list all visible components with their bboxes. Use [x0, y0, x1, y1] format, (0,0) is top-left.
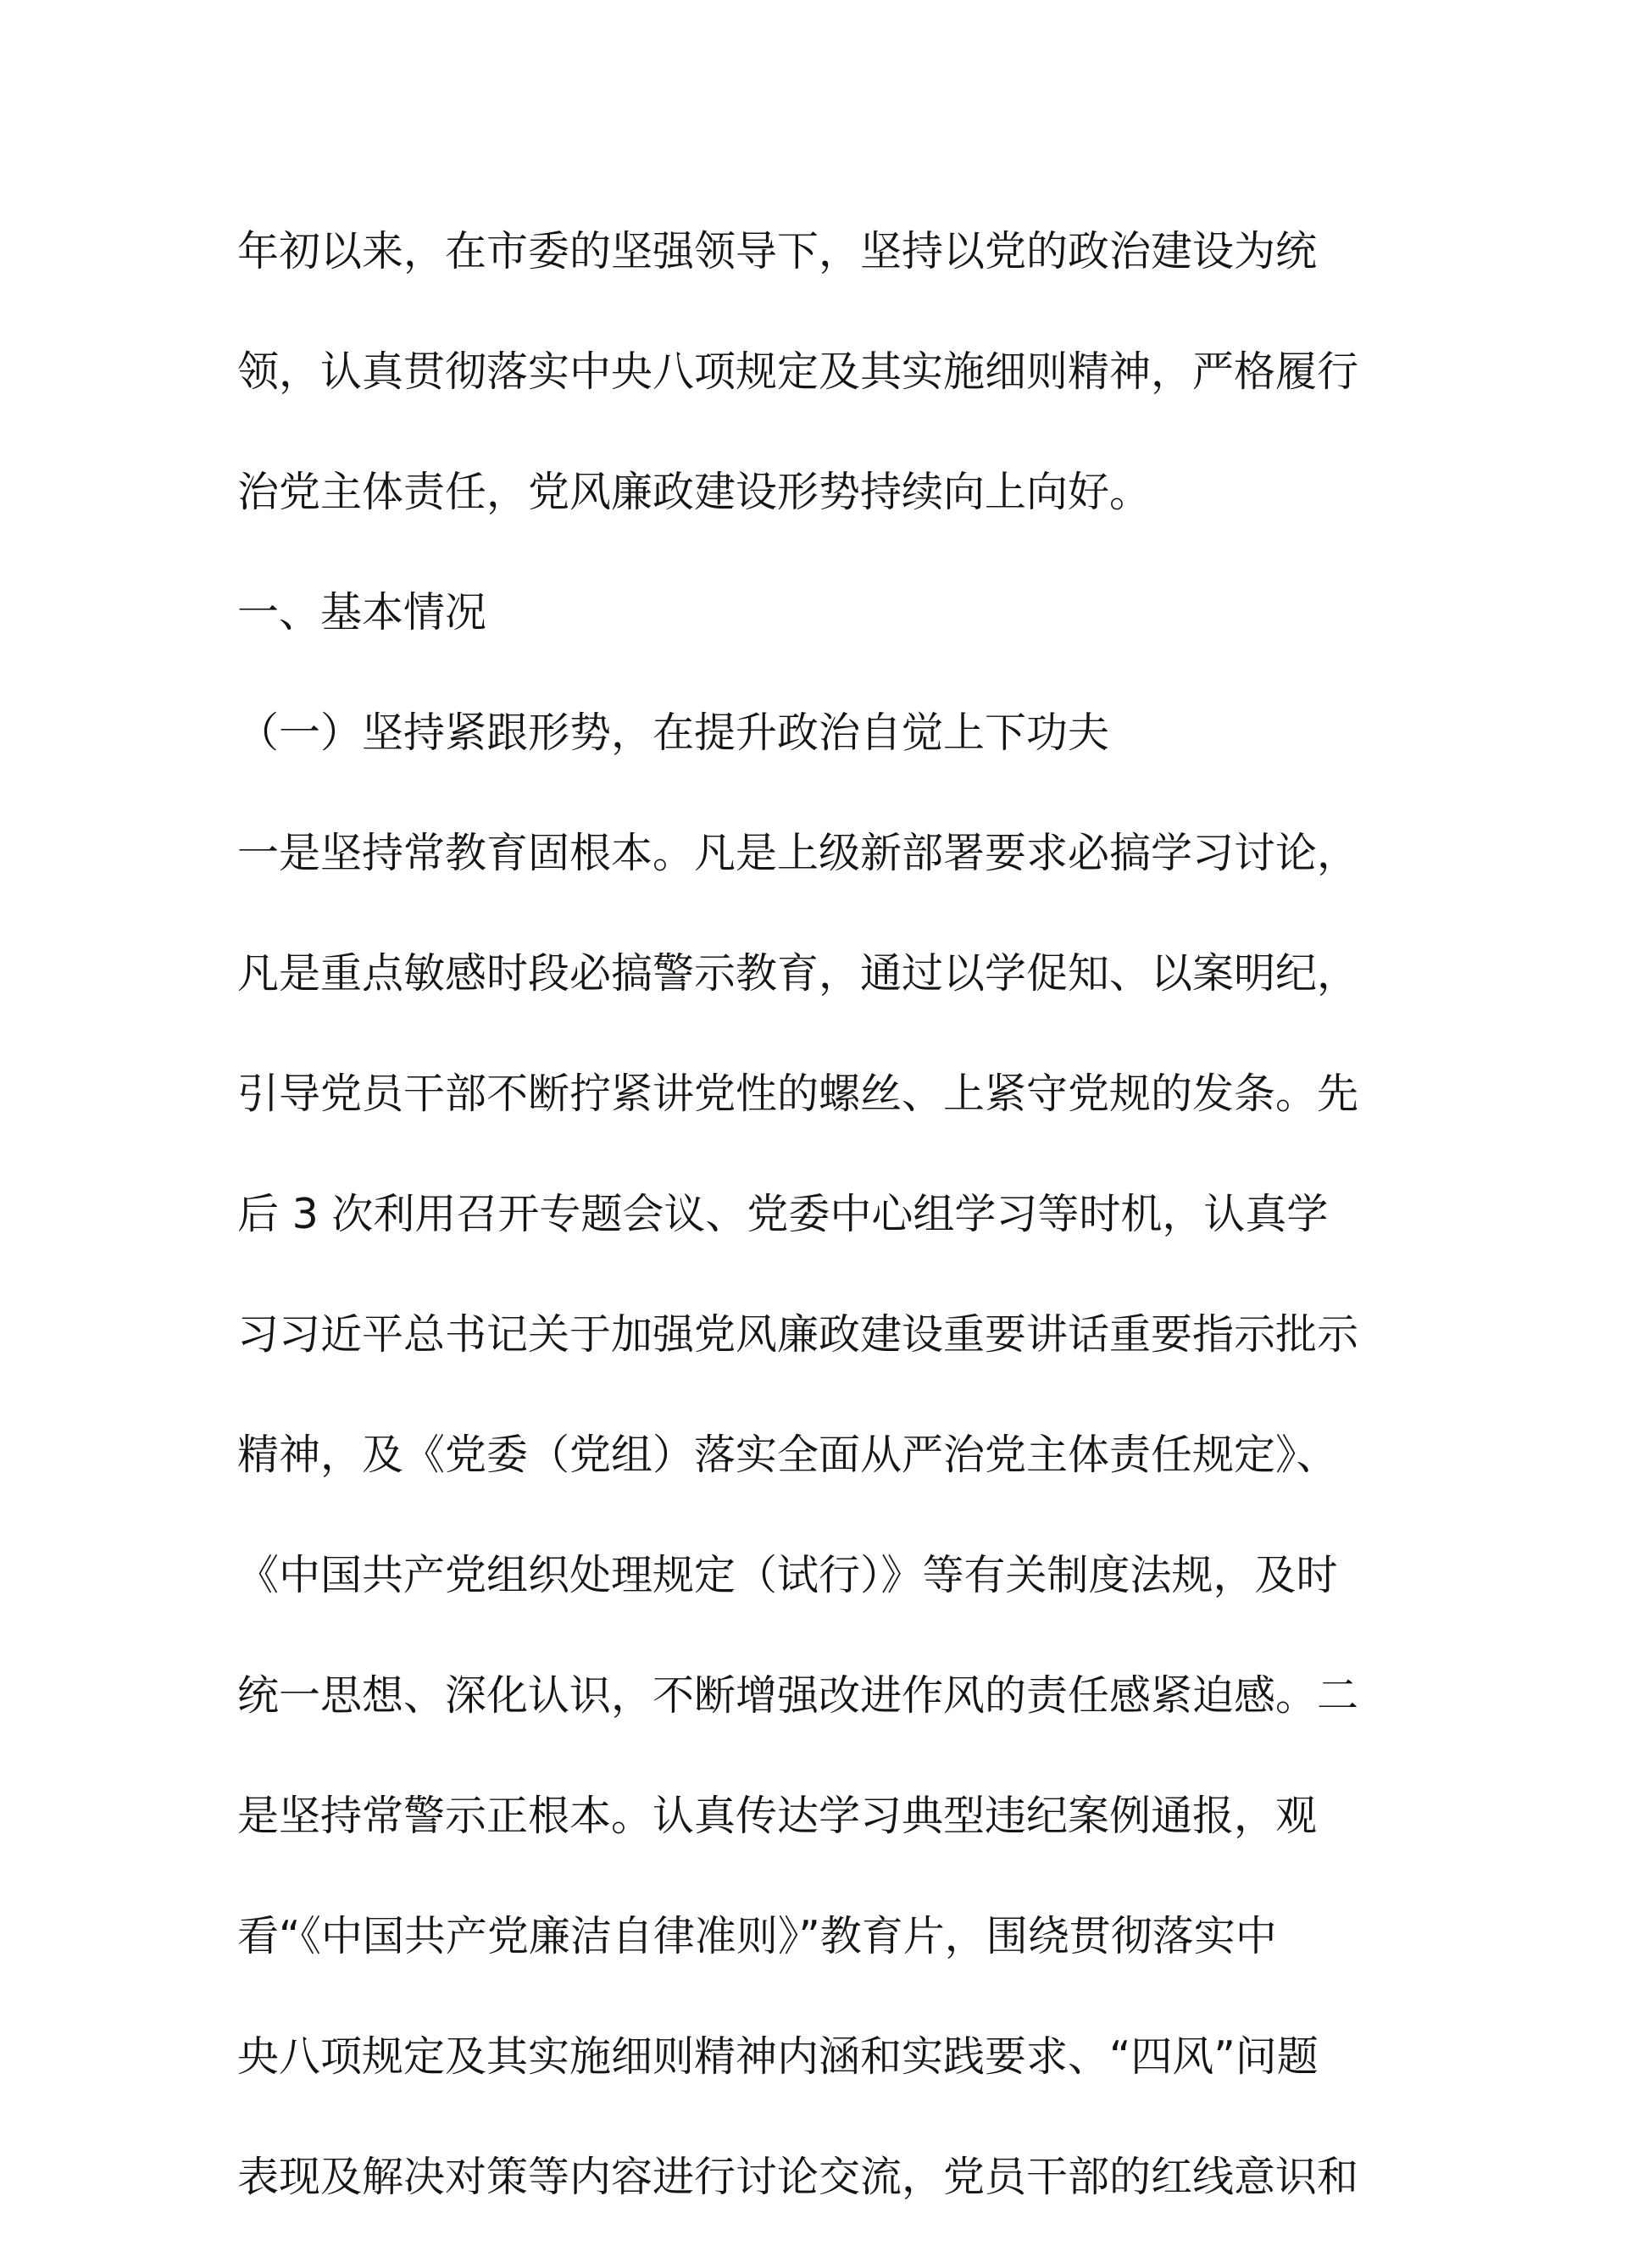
paragraph-line: 央八项规定及其实施细则精神内涵和实践要求、“四风”问题	[237, 2032, 1319, 2081]
paragraph-line: 治党主体责任，党风廉政建设形势持续向上向好。	[237, 468, 1152, 516]
subsection-heading: （一）坚持紧跟形势，在提升政治自觉上下功夫	[237, 709, 1110, 757]
paragraph-line: 领，认真贯彻落实中央八项规定及其实施细则精神，严格履行	[237, 347, 1359, 396]
paragraph-line: 精神，及《党委（党组）落实全面从严治党主体责任规定》、	[237, 1431, 1338, 1479]
paragraph-line: 是坚持常警示正根本。认真传达学习典型违纪案例通报，观	[237, 1792, 1318, 1840]
paragraph-line: 凡是重点敏感时段必搞警示教育，通过以学促知、以案明纪，	[237, 949, 1359, 998]
paragraph-line: 一是坚持常教育固根本。凡是上级新部署要求必搞学习讨论，	[237, 829, 1359, 877]
paragraph-line: 后 3 次利用召开专题会议、党委中心组学习等时机，认真学	[237, 1190, 1329, 1238]
paragraph-line: 统一思想、深化认识，不断增强改进作风的责任感紧迫感。二	[237, 1671, 1359, 1720]
paragraph-line: 引导党员干部不断拧紧讲党性的螺丝、上紧守党规的发条。先	[237, 1070, 1359, 1118]
paragraph-line: 年初以来，在市委的坚强领导下，坚持以党的政治建设为统	[237, 227, 1318, 275]
paragraph-line: 习习近平总书记关于加强党风廉政建设重要讲话重要指示批示	[237, 1310, 1359, 1359]
paragraph-line: 《中国共产党组织处理规定（试行）》等有关制度法规，及时	[237, 1551, 1338, 1599]
document-body	[237, 222, 1390, 2268]
section-heading: 一、基本情况	[237, 588, 487, 636]
paragraph-line: 表现及解决对策等内容进行讨论交流，党员干部的红线意识和	[237, 2153, 1359, 2201]
paragraph-line: 看“《中国共产党廉洁自律准则》”教育片，围绕贯彻落实中	[237, 1912, 1277, 1960]
